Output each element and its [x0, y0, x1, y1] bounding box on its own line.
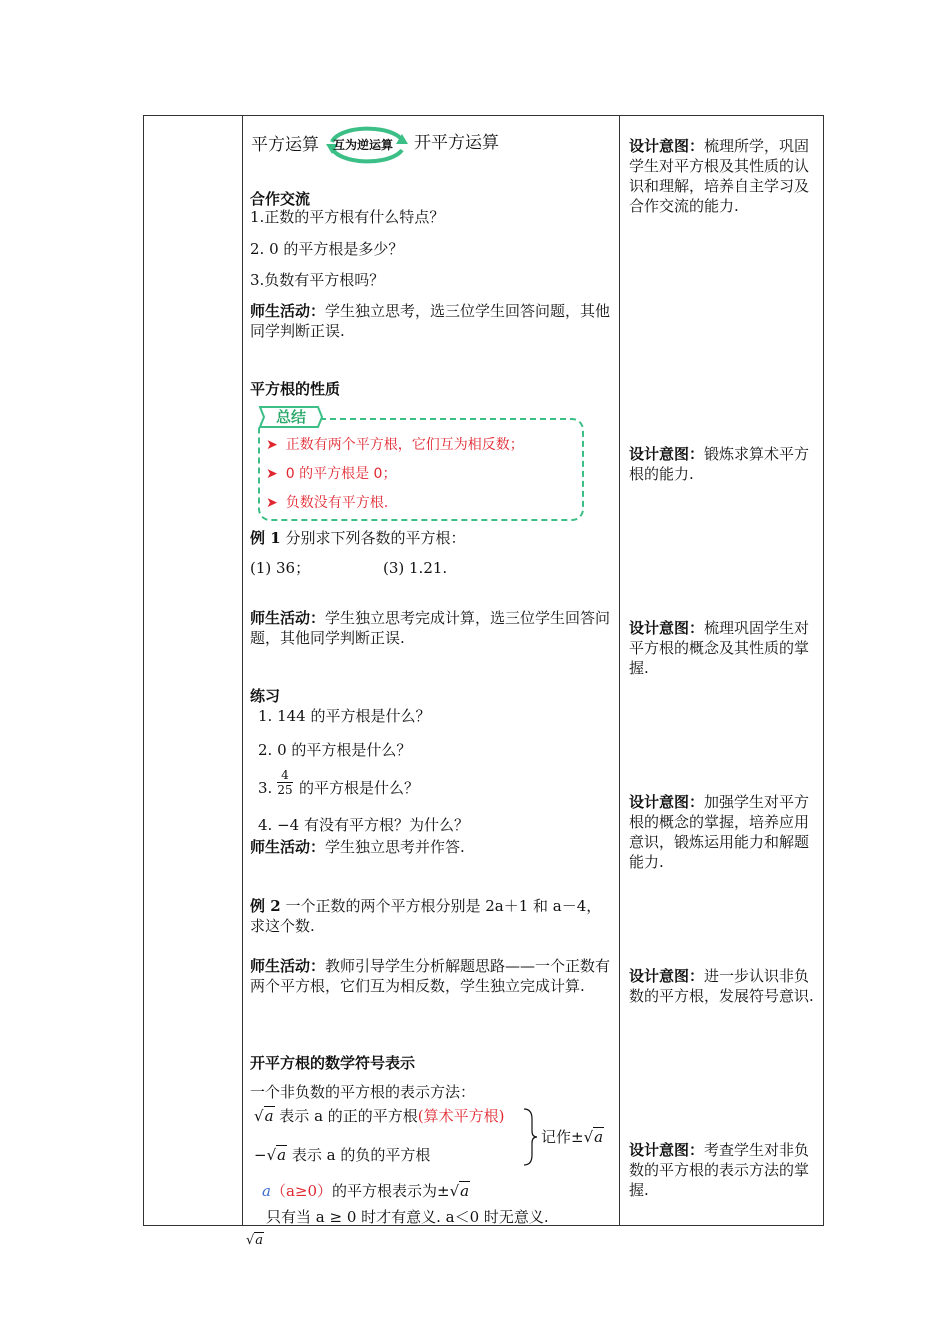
example1-activity: 师生活动：学生独立思考完成计算，选三位学生回答问题，其他同学判断正误. — [250, 609, 611, 647]
property-item-1: ➤ 正数有两个平方根，它们互为相反数； — [266, 437, 524, 453]
stray-sqrt-a: √a — [246, 1233, 264, 1248]
diagram-left-label: 平方运算 — [251, 135, 319, 155]
practice-activity: 师生活动：学生独立思考并作答. — [250, 838, 465, 856]
positive-root-line: √a 表示 a 的正的平方根(算术平方根) — [254, 1107, 505, 1125]
properties-title: 平方根的性质 — [250, 380, 341, 398]
notation-title: 开平方根的数学符号表示 — [250, 1054, 416, 1072]
intent-5: 设计意图：进一步认识非负数的平方根，发展符号意识. — [629, 967, 814, 1005]
sqrt-a-negative: √a — [266, 1146, 287, 1164]
practice-q1: 1. 144 的平方根是什么？ — [258, 707, 431, 725]
cooperate-q1: 1.正数的平方根有什么特点？ — [250, 208, 445, 226]
property-item-2: ➤ 0 的平方根是 0； — [266, 466, 397, 482]
example2-prompt: 例 2 一个正数的两个平方根分别是 2a＋1 和 a－4，求这个数. — [250, 897, 602, 935]
example1-part-b: (3) 1.21. — [383, 559, 448, 577]
practice-q3-suffix: 的平方根是什么？ — [299, 779, 420, 797]
intent-6: 设计意图：考查学生对非负数的平方根的表示方法的掌握. — [629, 1141, 810, 1199]
example1-prompt: 例 1 分别求下列各数的平方根： — [250, 529, 466, 547]
intent-4: 设计意图：加强学生对平方根的概念的掌握，培养应用意识，锻炼运用能力和解题能力. — [629, 793, 810, 871]
condition-line: a（a≥0）的平方根表示为±√a — [262, 1182, 470, 1200]
brace-note: 记作±√a — [541, 1128, 604, 1146]
summary-tag-label: 总结 — [276, 408, 307, 426]
column-divider-2 — [619, 116, 620, 1225]
example2-activity: 师生活动：教师引导学生分析解题思路——一个正数有两个平方根，它们互为相反数，学生独立完成计算. — [250, 957, 611, 995]
cooperate-title: 合作交流 — [250, 190, 311, 208]
fraction-4-25: 4 25 — [277, 768, 293, 797]
cooperate-q3: 3.负数有平方根吗？ — [250, 271, 385, 289]
intent-3: 设计意图：梳理巩固学生对平方根的概念及其性质的掌握. — [629, 619, 810, 677]
example1-part-a: (1) 36； — [250, 559, 311, 577]
intent-1: 设计意图：梳理所学，巩固学生对平方根及其性质的认识和理解，培养自主学习及合作交流的能力. — [629, 137, 810, 215]
property-item-3: ➤ 负数没有平方根. — [266, 495, 389, 511]
notation-intro: 一个非负数的平方根的表示方法： — [250, 1083, 476, 1101]
practice-q4: 4. −4 有没有平方根？为什么？ — [258, 816, 469, 834]
column-divider-1 — [242, 116, 243, 1225]
cooperate-q2: 2. 0 的平方根是多少？ — [250, 240, 404, 258]
practice-title: 练习 — [250, 687, 281, 705]
intent-2: 设计意图：锻炼求算术平方根的能力. — [629, 445, 810, 483]
diagram-right-label: 开平方运算 — [414, 133, 499, 153]
diagram-center-label: 互为逆运算 — [333, 138, 394, 152]
sqrt-a-positive: √a — [254, 1107, 274, 1125]
negative-root-line: −√a 表示 a 的负的平方根 — [254, 1146, 431, 1164]
practice-q2: 2. 0 的平方根是什么？ — [258, 741, 412, 759]
right-brace — [522, 1107, 538, 1167]
meaning-text: 只有当 a ≥ 0 时才有意义. a＜0 时无意义. — [266, 1208, 549, 1226]
cooperate-activity: 师生活动：学生独立思考，选三位学生回答问题，其他同学判断正误. — [250, 302, 611, 340]
practice-q3-prefix: 3. — [258, 779, 273, 797]
